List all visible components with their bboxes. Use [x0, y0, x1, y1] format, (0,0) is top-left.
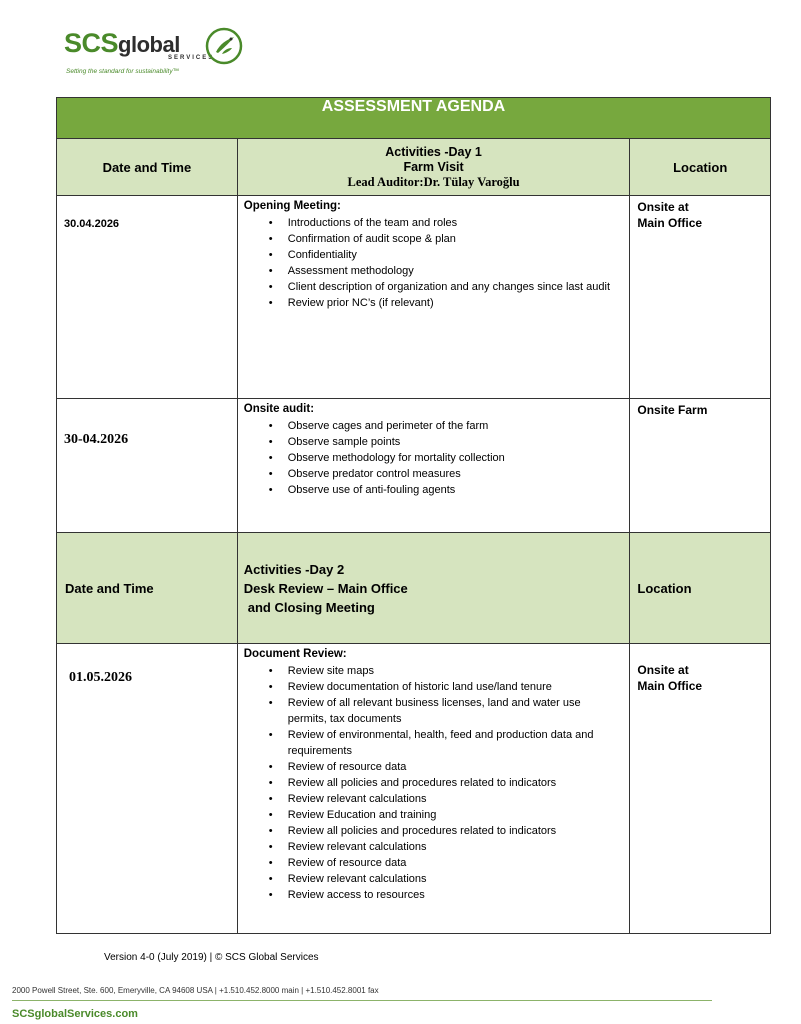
day1-row-2-location [630, 399, 771, 533]
list-item: • Review prior NC’s (if relevant) [288, 295, 620, 311]
day1-location-label: Location [630, 139, 771, 196]
logo-tagline: Setting the standard for sustainability™ [66, 68, 180, 75]
list-item: • Introductions of the team and roles [288, 215, 620, 231]
list-item: • Review relevant calculations [288, 871, 620, 887]
onsite-audit-list [238, 418, 630, 498]
list-item: • Review relevant calculations [288, 791, 620, 807]
list-item: • Observe predator control measures [288, 466, 620, 482]
document-review-title: Document Review: [243, 648, 347, 660]
version-footer: Version 4-0 (July 2019) | © SCS Global Services [104, 952, 319, 963]
day1-row-1-location [630, 196, 771, 399]
assessment-agenda-table [56, 97, 771, 934]
location-line-1: Onsite at [637, 663, 689, 677]
day1-row-1-activities [237, 196, 630, 399]
list-item: • Review all policies and procedures related to indicators [288, 823, 620, 839]
list-item: • Review relevant calculations [288, 839, 620, 855]
location-line-1: Onsite Farm [637, 403, 708, 417]
day2-location-label: Location [630, 533, 771, 644]
list-item: • Observe sample points [288, 434, 620, 450]
list-item: • Review of resource data [288, 759, 620, 775]
day2-row-1-location [630, 644, 771, 934]
onsite-audit-title: Onsite audit: [243, 403, 315, 415]
list-item: • Review Education and training [288, 807, 620, 823]
agenda-title: ASSESSMENT AGENDA [57, 98, 771, 139]
list-item: • Observe methodology for mortality collection [288, 450, 620, 466]
day2-date-label: Date and Time [57, 533, 238, 644]
day1-row-2-date-cell [57, 399, 238, 533]
logo-services: SERVICES [168, 55, 215, 61]
list-item: • Confirmation of audit scope & plan [288, 231, 620, 247]
day2-header-row [57, 533, 771, 644]
opening-meeting-title: Opening Meeting: [243, 200, 341, 212]
day2-activities-sub: Desk Review – Main Office [243, 580, 408, 596]
day1-activities-cell [237, 139, 630, 196]
hummingbird-leaf-icon [204, 26, 244, 66]
location-line-1: Onsite at [637, 200, 689, 214]
footer-divider [12, 1000, 712, 1001]
day2-row-1-activities [237, 644, 630, 934]
list-item: • Review documentation of historic land use/land tenure [288, 679, 620, 695]
list-item: • Observe use of anti-fouling agents [288, 482, 620, 498]
location-line-2: Main Office [637, 679, 703, 693]
list-item: • Review of resource data [288, 855, 620, 871]
opening-meeting-list [238, 215, 630, 311]
website-link[interactable]: SCSglobalServices.com [12, 1008, 138, 1020]
list-item: • Review access to resources [288, 887, 620, 903]
list-item: • Review of environmental, health, feed and production data and requirements [288, 727, 620, 759]
day1-row-1 [57, 196, 771, 399]
day1-row-1-date: 30.04.2026 [64, 218, 120, 230]
day1-lead-auditor: Lead Auditor:Dr. Tülay Varoğlu [347, 174, 520, 189]
day2-row-1-date: 01.05.2026 [69, 670, 132, 685]
list-item: • Review site maps [288, 663, 620, 679]
day1-row-2 [57, 399, 771, 533]
day1-date-label: Date and Time [57, 139, 238, 196]
logo-brand-sub: global [118, 32, 180, 57]
day1-row-2-date: 30-04.2026 [64, 432, 129, 447]
address-footer: 2000 Powell Street, Ste. 600, Emeryville, CA 94608 USA | +1.510.452.8000 main | +1.510.452.8001 fax [12, 986, 379, 995]
day2-activities-cell [237, 533, 630, 644]
document-review-list [238, 663, 630, 917]
day2-row-1-date-cell [57, 644, 238, 934]
list-item: • Assessment methodology [288, 263, 620, 279]
day2-row-1 [57, 644, 771, 934]
day1-row-1-date-cell [57, 196, 238, 399]
list-item: • Client description of organization and any changes since last audit [288, 279, 620, 295]
day2-activities-title: Activities -Day 2 [243, 561, 345, 577]
day2-activities-sub2: and Closing Meeting [247, 599, 375, 615]
location-line-2: Main Office [637, 216, 703, 230]
day1-header-row [57, 139, 771, 196]
list-item: • Review of all relevant business licenses, land and water use permits, tax documents [288, 695, 620, 727]
list-item: • Review all policies and procedures related to indicators [288, 775, 620, 791]
logo-brand-main: SCS [64, 28, 119, 58]
day1-activities-title: Activities -Day 1 [385, 144, 482, 159]
scs-logo [64, 28, 264, 78]
logo-wordmark [64, 28, 180, 59]
list-item: • Observe cages and perimeter of the farm [288, 418, 620, 434]
day1-activities-sub: Farm Visit [403, 159, 464, 174]
day1-row-2-activities [237, 399, 630, 533]
list-item: • Confidentiality [288, 247, 620, 263]
